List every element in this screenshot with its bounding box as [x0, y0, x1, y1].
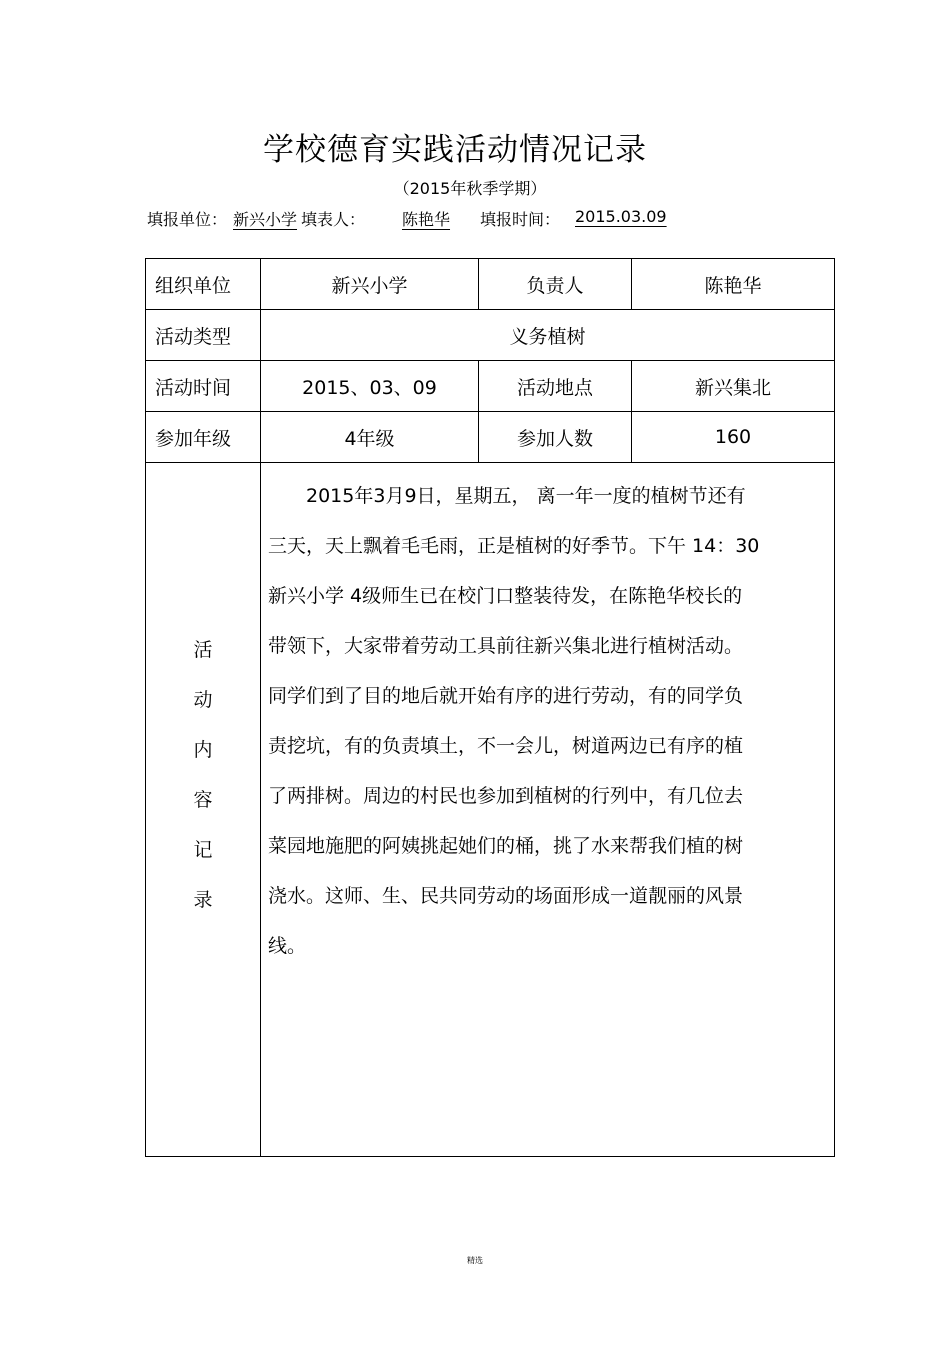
table-row [146, 361, 835, 412]
activity-content [261, 463, 835, 1157]
leader-value: 陈艳华 [632, 259, 835, 310]
document-subtitle: （2015年秋季学期） [393, 179, 547, 198]
table-row [146, 463, 835, 1157]
record-table [145, 258, 835, 1157]
filler-label: 填表人： [301, 210, 366, 229]
activity-type-label: 活动类型 [146, 310, 261, 361]
activity-time-value: 2015、03、09 [261, 361, 479, 412]
leader-label: 负责人 [479, 259, 632, 310]
table-row [146, 412, 835, 463]
org-unit-label: 组织单位 [146, 259, 261, 310]
content-line: 带领下，大家带着劳动工具前往新兴集北进行植树活动。 [268, 635, 744, 657]
table-row [146, 259, 835, 310]
activity-location-value: 新兴集北 [632, 361, 835, 412]
content-label [146, 463, 261, 1157]
unit-value: 新兴小学 [233, 210, 298, 229]
content-label-char: 记 [193, 838, 213, 861]
document-title: 学校德育实践活动情况记录 [263, 132, 647, 168]
activity-location-label: 活动地点 [479, 361, 632, 412]
activity-type-value: 义务植树 [261, 310, 835, 361]
content-line: 新兴小学 4级师生已在校门口整装待发，在陈艳华校长的 [268, 585, 743, 607]
content-label-char: 内 [193, 738, 213, 761]
participants-label: 参加人数 [479, 412, 632, 463]
unit-label: 填报单位： [147, 210, 228, 229]
grade-label: 参加年级 [146, 412, 261, 463]
activity-time-label: 活动时间 [146, 361, 261, 412]
content-line: 菜园地施肥的阿姨挑起她们的桶，挑了水来帮我们植的树 [268, 835, 744, 857]
content-line: 三天，天上飘着毛毛雨，正是植树的好季节。下午 14：30 [268, 535, 760, 557]
content-line: 同学们到了目的地后就开始有序的进行劳动，有的同学负 [268, 685, 744, 707]
org-unit-value: 新兴小学 [261, 259, 479, 310]
content-line: 了两排树。周边的村民也参加到植树的行列中，有几位去 [268, 785, 744, 807]
content-line: 线。 [268, 935, 307, 957]
content-label-char: 活 [193, 638, 213, 661]
time-value: 2015.03.09 [575, 207, 667, 226]
content-line: 2015年3月9日，星期五， 离一年一度的植树节还有 [268, 485, 746, 507]
participants-value: 160 [632, 412, 835, 463]
content-label-char: 录 [193, 888, 213, 911]
content-line: 浇水。这师、生、民共同劳动的场面形成一道靓丽的风景 [268, 885, 744, 907]
grade-value: 4年级 [261, 412, 479, 463]
content-label-char: 容 [193, 788, 213, 811]
filler-value: 陈艳华 [402, 210, 451, 229]
footer-text: 精选 [467, 1256, 483, 1265]
table-row [146, 310, 835, 361]
time-label: 填报时间： [480, 210, 561, 229]
content-line: 责挖坑，有的负责填土，不一会儿，树道两边已有序的植 [268, 735, 744, 757]
content-label-char: 动 [193, 688, 213, 711]
